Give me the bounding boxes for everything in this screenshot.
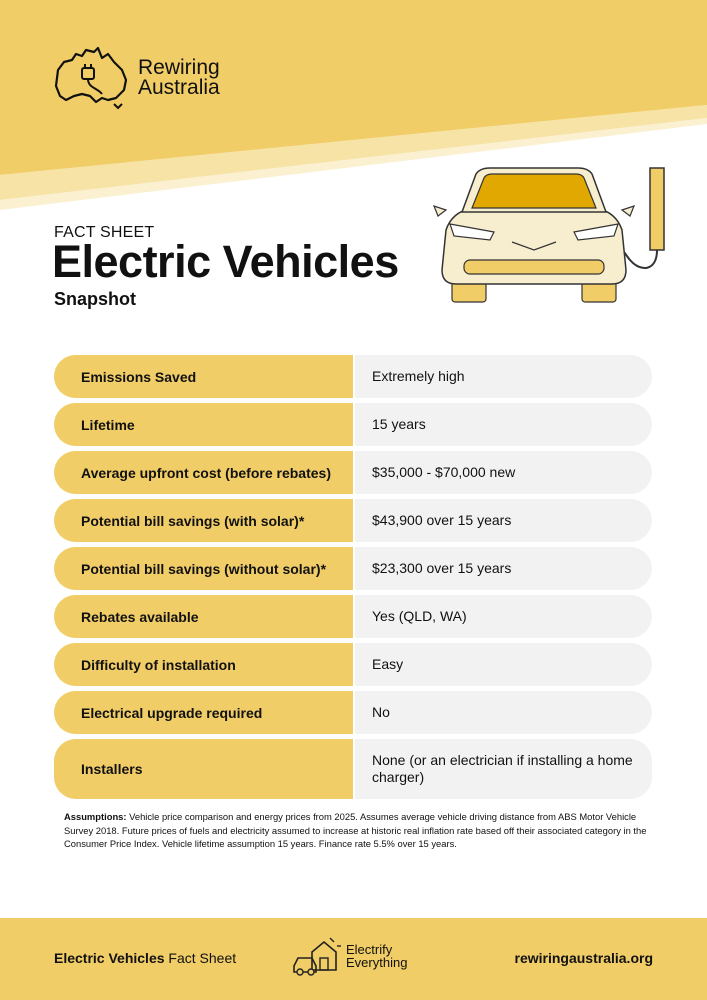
electrify-line1: Electrify — [346, 942, 393, 957]
footer-sheet-name-rest: Fact Sheet — [164, 950, 237, 966]
table-row — [54, 547, 652, 590]
row-label: Rebates available — [54, 595, 353, 638]
assumptions-note — [64, 810, 664, 851]
row-label: Potential bill savings (without solar)* — [54, 547, 353, 590]
table-row — [54, 355, 652, 398]
logo-text-line2: Australia — [138, 76, 220, 99]
row-label: Difficulty of installation — [54, 643, 353, 686]
footer — [0, 918, 707, 1000]
row-value: $35,000 - $70,000 new — [355, 451, 652, 494]
row-label: Electrical upgrade required — [54, 691, 353, 734]
table-row — [54, 739, 652, 799]
logo-text-line1: Rewiring — [138, 56, 220, 79]
rewiring-australia-logo — [52, 44, 220, 112]
electrify-line2: Everything — [346, 955, 408, 970]
website-link[interactable]: rewiringaustralia.org — [514, 950, 653, 966]
table-row — [54, 499, 652, 542]
row-label: Average upfront cost (before rebates) — [54, 451, 353, 494]
table-row — [54, 595, 652, 638]
row-value: Yes (QLD, WA) — [355, 595, 652, 638]
electric-car-illustration — [432, 160, 672, 310]
row-label: Installers — [54, 739, 353, 799]
table-row — [54, 451, 652, 494]
electrify-everything-logo — [290, 936, 407, 976]
page-title: Electric Vehicles — [52, 236, 399, 287]
house-car-icon — [290, 936, 342, 976]
row-value: Easy — [355, 643, 652, 686]
row-value: 15 years — [355, 403, 652, 446]
fact-sheet-kicker: FACT SHEET — [54, 224, 155, 241]
row-value: No — [355, 691, 652, 734]
row-value: $43,900 over 15 years — [355, 499, 652, 542]
row-label: Lifetime — [54, 403, 353, 446]
row-value: None (or an electrician if installing a home charger) — [355, 739, 652, 799]
footer-sheet-name — [54, 950, 236, 966]
row-label: Emissions Saved — [54, 355, 353, 398]
table-row — [54, 643, 652, 686]
row-value: $23,300 over 15 years — [355, 547, 652, 590]
snapshot-table — [54, 355, 652, 804]
row-value: Extremely high — [355, 355, 652, 398]
assumptions-label: Assumptions: — [64, 811, 127, 822]
australia-plug-icon — [52, 44, 130, 112]
table-row — [54, 691, 652, 734]
row-label: Potential bill savings (with solar)* — [54, 499, 353, 542]
table-row — [54, 403, 652, 446]
page-subtitle: Snapshot — [54, 289, 137, 309]
assumptions-text: Vehicle price comparison and energy prices from 2025. Assumes average vehicle driving distance from ABS Motor Vehicle Survey 2018. Future prices of fuels and electricity assumed to increase at historic real inflation rate based off their associated category in the Consumer Price Index. Vehicle lifetime assumption 15 years. Finance rate 5.5% over 15 years. — [64, 811, 647, 849]
footer-sheet-name-bold: Electric Vehicles — [54, 950, 165, 966]
